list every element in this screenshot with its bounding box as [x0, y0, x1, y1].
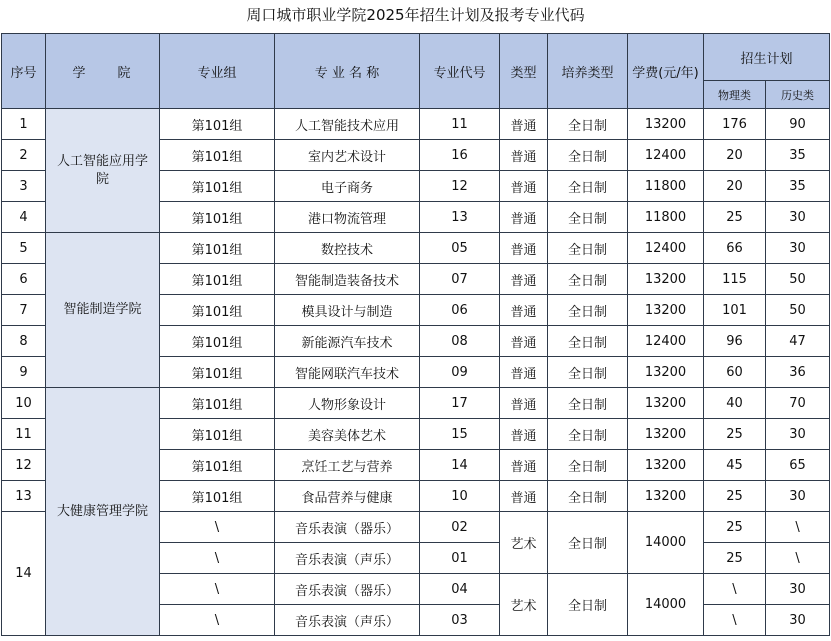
row-seq: 5: [2, 233, 46, 264]
plan-history: 70: [766, 388, 830, 419]
major-code: 15: [420, 419, 500, 450]
header-seq: 序号: [2, 34, 46, 109]
header-tuition: 学费(元/年): [628, 34, 704, 109]
row-seq: 8: [2, 326, 46, 357]
major-name: 模具设计与制造: [275, 295, 420, 326]
major-name: 智能网联汽车技术: [275, 357, 420, 388]
college-name: 智能制造学院: [46, 233, 160, 388]
major-code: 06: [420, 295, 500, 326]
training-type: 全日制: [548, 295, 628, 326]
plan-physics: 20: [704, 171, 766, 202]
row-seq: 3: [2, 171, 46, 202]
major-group: \: [160, 543, 275, 574]
row-seq: 7: [2, 295, 46, 326]
major-type: 普通: [500, 450, 548, 481]
tuition: 11800: [628, 171, 704, 202]
tuition: 13200: [628, 481, 704, 512]
major-name: 音乐表演（器乐）: [275, 574, 420, 605]
major-code: 10: [420, 481, 500, 512]
plan-physics: 40: [704, 388, 766, 419]
header-plan: 招生计划: [704, 34, 830, 81]
plan-physics: 96: [704, 326, 766, 357]
major-type: 普通: [500, 140, 548, 171]
major-code: 03: [420, 605, 500, 636]
tuition: 13200: [628, 450, 704, 481]
tuition: 13200: [628, 264, 704, 295]
major-code: 01: [420, 543, 500, 574]
row-seq: 6: [2, 264, 46, 295]
training-type: 全日制: [548, 450, 628, 481]
plan-history: 35: [766, 140, 830, 171]
plan-history: \: [766, 543, 830, 574]
major-name: 烹饪工艺与营养: [275, 450, 420, 481]
major-name: 音乐表演（声乐）: [275, 543, 420, 574]
row-seq: 9: [2, 357, 46, 388]
major-group: \: [160, 605, 275, 636]
tuition: 12400: [628, 140, 704, 171]
plan-physics: 60: [704, 357, 766, 388]
major-code: 13: [420, 202, 500, 233]
plan-history: 36: [766, 357, 830, 388]
major-type: 普通: [500, 233, 548, 264]
major-group: 第101组: [160, 357, 275, 388]
row-seq: 14: [2, 512, 46, 636]
major-type: 普通: [500, 109, 548, 140]
major-code: 02: [420, 512, 500, 543]
plan-physics: 20: [704, 140, 766, 171]
tuition: 14000: [628, 574, 704, 636]
major-group: 第101组: [160, 450, 275, 481]
major-group: 第101组: [160, 202, 275, 233]
major-code: 14: [420, 450, 500, 481]
training-type: 全日制: [548, 481, 628, 512]
major-type: 普通: [500, 326, 548, 357]
major-group: 第101组: [160, 264, 275, 295]
major-code: 12: [420, 171, 500, 202]
major-name: 美容美体艺术: [275, 419, 420, 450]
plan-physics: \: [704, 605, 766, 636]
plan-physics: 101: [704, 295, 766, 326]
major-code: 08: [420, 326, 500, 357]
plan-history: 50: [766, 264, 830, 295]
major-type: 普通: [500, 264, 548, 295]
plan-history: 47: [766, 326, 830, 357]
major-type: 艺术: [500, 574, 548, 636]
training-type: 全日制: [548, 419, 628, 450]
tuition: 11800: [628, 202, 704, 233]
row-seq: 13: [2, 481, 46, 512]
plan-history: 35: [766, 171, 830, 202]
major-name: 人物形象设计: [275, 388, 420, 419]
major-type: 普通: [500, 419, 548, 450]
plan-history: 30: [766, 419, 830, 450]
plan-physics: 25: [704, 202, 766, 233]
major-name: 食品营养与健康: [275, 481, 420, 512]
major-group: 第101组: [160, 233, 275, 264]
major-name: 人工智能技术应用: [275, 109, 420, 140]
plan-physics: 45: [704, 450, 766, 481]
row-seq: 12: [2, 450, 46, 481]
tuition: 12400: [628, 233, 704, 264]
tuition: 13200: [628, 419, 704, 450]
plan-physics: 25: [704, 512, 766, 543]
header-type: 类型: [500, 34, 548, 109]
enrollment-plan-table: [1, 33, 830, 636]
plan-physics: 115: [704, 264, 766, 295]
college-name: 人工智能应用学院: [46, 109, 160, 233]
plan-history: 50: [766, 295, 830, 326]
major-type: 艺术: [500, 512, 548, 574]
tuition: 13200: [628, 109, 704, 140]
major-type: 普通: [500, 388, 548, 419]
header-group: 专业组: [160, 34, 275, 109]
table-row: [2, 109, 830, 140]
major-group: 第101组: [160, 140, 275, 171]
major-group: \: [160, 512, 275, 543]
college-name: 大健康管理学院: [46, 388, 160, 636]
major-type: 普通: [500, 202, 548, 233]
major-group: 第101组: [160, 171, 275, 202]
training-type: 全日制: [548, 388, 628, 419]
plan-history: 65: [766, 450, 830, 481]
training-type: 全日制: [548, 140, 628, 171]
training-type: 全日制: [548, 357, 628, 388]
header-major-name: 专 业 名 称: [275, 34, 420, 109]
major-group: 第101组: [160, 326, 275, 357]
major-code: 16: [420, 140, 500, 171]
row-seq: 11: [2, 419, 46, 450]
plan-physics: 25: [704, 481, 766, 512]
major-name: 新能源汽车技术: [275, 326, 420, 357]
major-code: 17: [420, 388, 500, 419]
major-type: 普通: [500, 171, 548, 202]
tuition: 13200: [628, 357, 704, 388]
major-name: 音乐表演（声乐）: [275, 605, 420, 636]
table-body: [2, 109, 830, 636]
plan-physics: 176: [704, 109, 766, 140]
major-group: 第101组: [160, 109, 275, 140]
tuition: 14000: [628, 512, 704, 574]
major-code: 09: [420, 357, 500, 388]
major-group: 第101组: [160, 388, 275, 419]
major-group: 第101组: [160, 295, 275, 326]
tuition: 13200: [628, 388, 704, 419]
header-college: 学 院: [46, 34, 160, 109]
major-type: 普通: [500, 357, 548, 388]
row-seq: 4: [2, 202, 46, 233]
tuition: 13200: [628, 295, 704, 326]
training-type: 全日制: [548, 512, 628, 574]
major-code: 04: [420, 574, 500, 605]
page-title: 周口城市职业学院2025年招生计划及报考专业代码: [246, 6, 585, 24]
training-type: 全日制: [548, 171, 628, 202]
major-group: 第101组: [160, 481, 275, 512]
major-group: \: [160, 574, 275, 605]
major-type: 普通: [500, 295, 548, 326]
table-row: [2, 233, 830, 264]
major-name: 数控技术: [275, 233, 420, 264]
plan-physics: 25: [704, 419, 766, 450]
row-seq: 10: [2, 388, 46, 419]
table-row: [2, 388, 830, 419]
plan-history: 30: [766, 574, 830, 605]
major-name: 音乐表演（器乐）: [275, 512, 420, 543]
major-code: 05: [420, 233, 500, 264]
major-name: 电子商务: [275, 171, 420, 202]
tuition: 12400: [628, 326, 704, 357]
plan-history: 30: [766, 605, 830, 636]
major-name: 室内艺术设计: [275, 140, 420, 171]
plan-history: 30: [766, 233, 830, 264]
training-type: 全日制: [548, 264, 628, 295]
major-name: 智能制造装备技术: [275, 264, 420, 295]
training-type: 全日制: [548, 202, 628, 233]
plan-history: 90: [766, 109, 830, 140]
plan-physics: \: [704, 574, 766, 605]
plan-physics: 66: [704, 233, 766, 264]
plan-physics: 25: [704, 543, 766, 574]
header-physics: 物理类: [704, 81, 766, 109]
training-type: 全日制: [548, 233, 628, 264]
plan-history: 30: [766, 481, 830, 512]
training-type: 全日制: [548, 109, 628, 140]
row-seq: 1: [2, 109, 46, 140]
major-group: 第101组: [160, 419, 275, 450]
major-code: 07: [420, 264, 500, 295]
training-type: 全日制: [548, 574, 628, 636]
header-training: 培养类型: [548, 34, 628, 109]
major-type: 普通: [500, 481, 548, 512]
header-major-code: 专业代号: [420, 34, 500, 109]
major-name: 港口物流管理: [275, 202, 420, 233]
row-seq: 2: [2, 140, 46, 171]
training-type: 全日制: [548, 326, 628, 357]
header-history: 历史类: [766, 81, 830, 109]
header-row: [2, 34, 830, 81]
plan-history: \: [766, 512, 830, 543]
plan-history: 30: [766, 202, 830, 233]
major-code: 11: [420, 109, 500, 140]
